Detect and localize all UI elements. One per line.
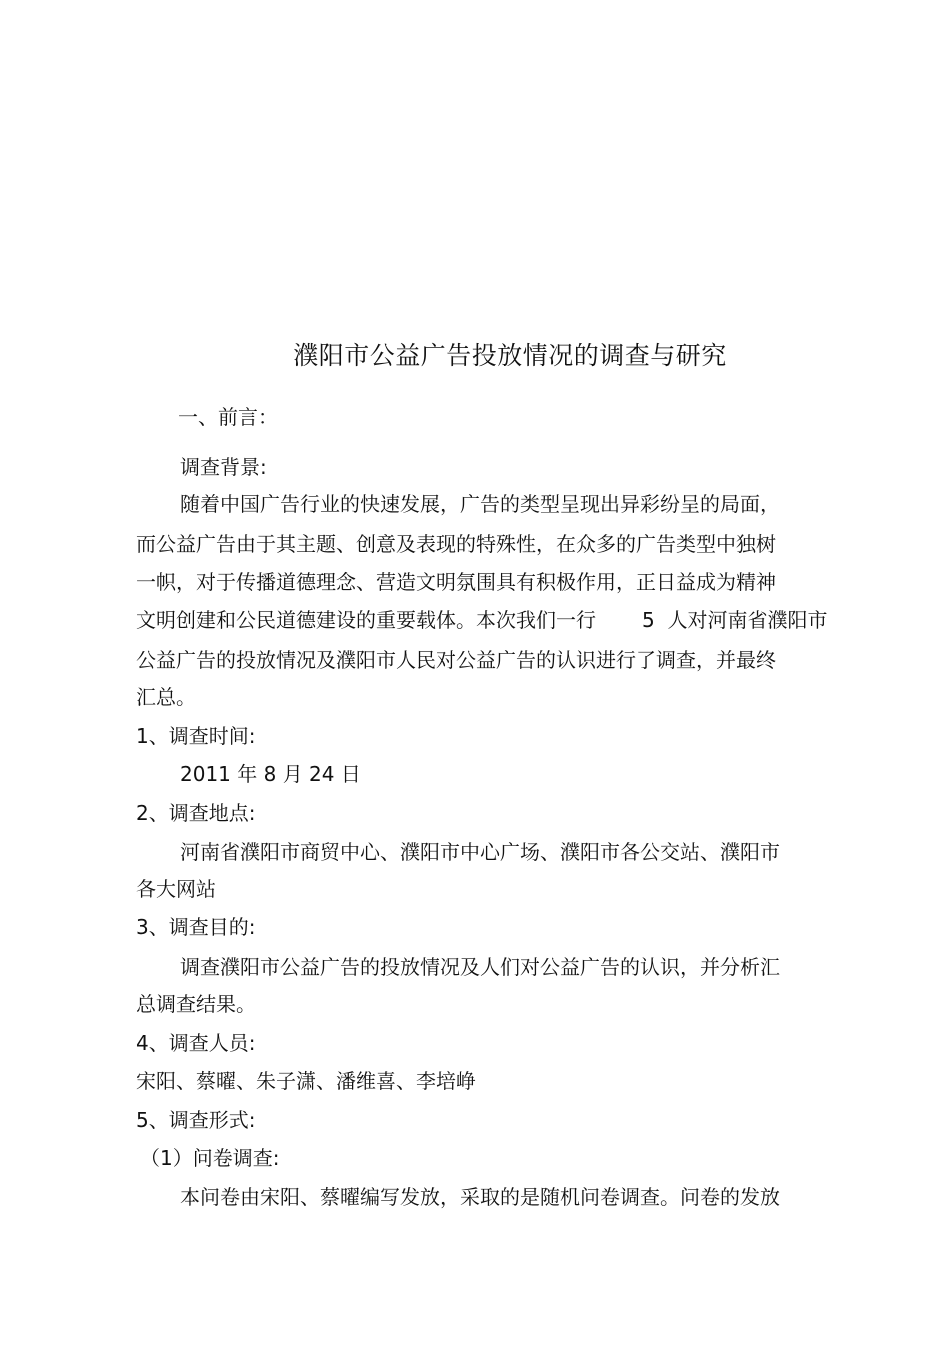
paragraph-line: 汇总。 [136,685,196,709]
item-label-purpose: 3、调查目的: [136,915,256,939]
paragraph-line-text: 文明创建和公民道德建设的重要载体。本次我们一行 [136,608,596,632]
item-content-purpose: 总调查结果。 [136,992,256,1016]
paragraph-line-number: 5 [642,608,655,632]
section-heading: 一、前言： [178,405,278,429]
paragraph-line: 公益广告的投放情况及濮阳市人民对公益广告的认识进行了调查，并最终 [136,648,776,672]
paragraph-line: 而公益广告由于其主题、创意及表现的特殊性，在众多的广告类型中独树 [136,532,776,556]
paragraph-line-text: 人对河南省濮阳市 [667,608,828,632]
paragraph-line [136,607,827,633]
paragraph-line: 随着中国广告行业的快速发展，广告的类型呈现出异彩纷呈的局面， [180,492,780,516]
item-label-staff: 4、调查人员: [136,1031,256,1055]
item-label-location: 2、调查地点: [136,801,256,825]
background-label: 调查背景: [180,455,267,479]
item-content-staff: 宋阳、蔡曜、朱子潇、潘维喜、李培峥 [136,1069,476,1093]
item-label-time: 1、调查时间: [136,724,256,748]
paragraph-line: 一帜，对于传播道德理念、营造文明氛围具有积极作用，正日益成为精神 [136,570,776,594]
subitem-label: （1）问卷调查: [140,1146,280,1170]
subitem-line: 本问卷由宋阳、蔡曜编写发放，采取的是随机问卷调查。问卷的发放 [180,1185,780,1209]
item-content-location: 河南省濮阳市商贸中心、濮阳市中心广场、濮阳市各公交站、濮阳市 [180,840,780,864]
item-content-location: 各大网站 [136,877,216,901]
item-content-purpose: 调查濮阳市公益广告的投放情况及人们对公益广告的认识，并分析汇 [180,955,780,979]
document-title: 濮阳市公益广告投放情况的调查与研究 [293,341,727,370]
item-label-form: 5、调查形式: [136,1108,256,1132]
item-content-time: 2011 年 8 月 24 日 [180,762,361,786]
